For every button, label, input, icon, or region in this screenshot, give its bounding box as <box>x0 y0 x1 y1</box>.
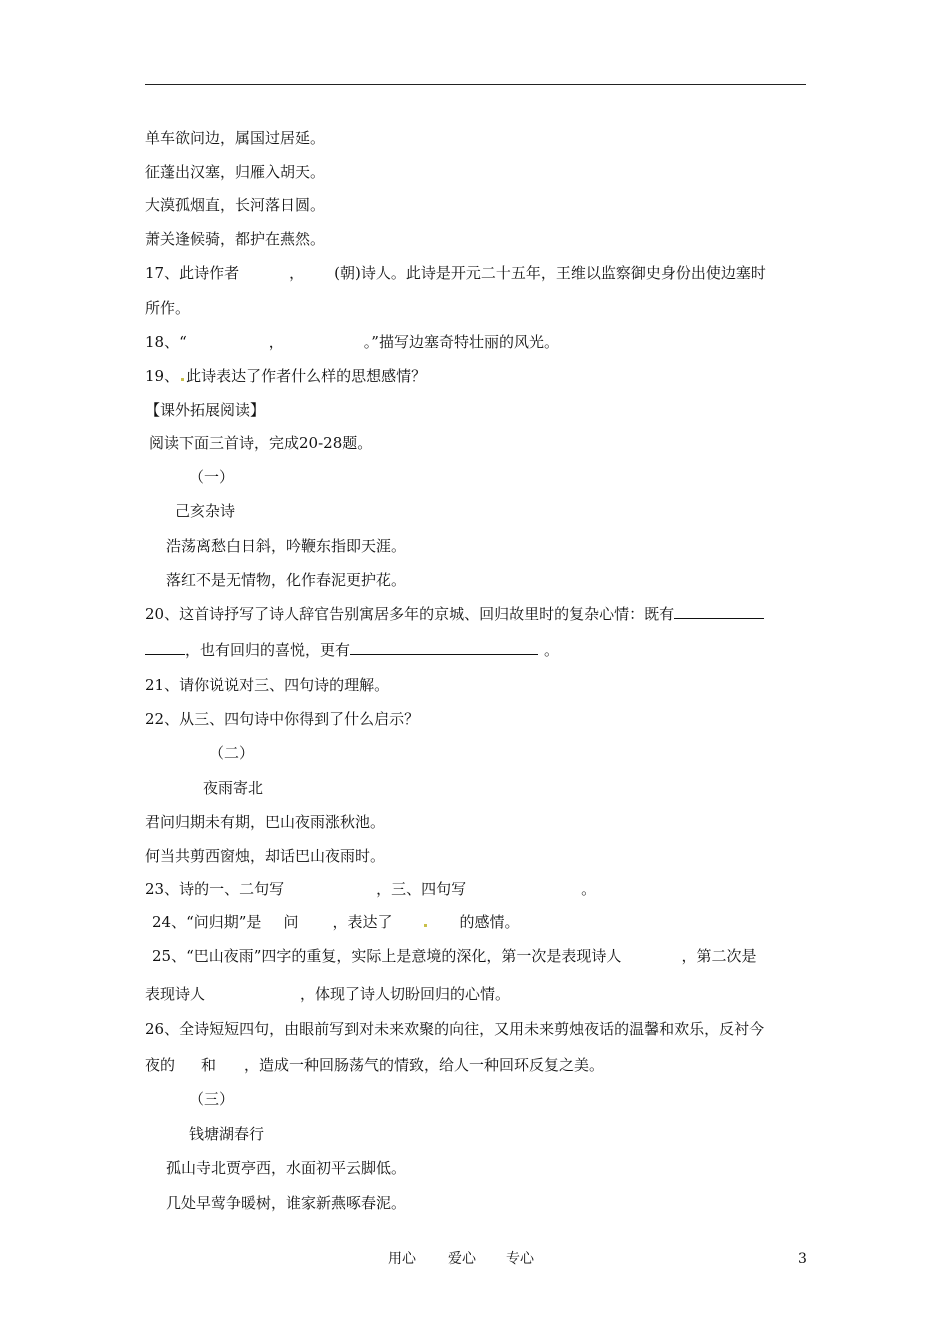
q25-text-d: ，体现了诗人切盼回归的心情。 <box>300 985 511 1003</box>
poem-line-1: 单车欲问边，属国过居延。 <box>145 129 326 147</box>
q25-text-a: 25、“巴山夜雨”四字的重复，实际上是意境的深化，第一次是表现诗人 <box>152 947 622 965</box>
question-22: 22、从三、四句诗中你得到了什么启示？ <box>145 710 420 728</box>
q24-text-d: 的感情。 <box>459 913 520 931</box>
poem-3-title: 钱塘湖春行 <box>189 1125 265 1143</box>
q26-text-d: ，造成一种回肠荡气的情致，给人一种回环反复之美。 <box>244 1056 605 1074</box>
poem-line-3: 大漠孤烟直，长河落日圆。 <box>145 196 326 214</box>
reading-instruction: 阅读下面三首诗，完成20-28题。 <box>149 434 373 452</box>
question-26: 26、全诗短短四句，由眼前写到对未来欢聚的向往，又用未来剪烛夜话的温馨和欢乐，反衬今 <box>145 1020 765 1038</box>
footer-right: 专心 <box>506 1251 534 1267</box>
q20-text-b: ，也有回归的喜悦，更有 <box>185 641 351 659</box>
poem-2-title: 夜雨寄北 <box>203 779 264 797</box>
section-3-marker: （三） <box>189 1090 235 1108</box>
q24-text-b: 问 <box>283 913 299 931</box>
question-21: 21、请你说说对三、四句诗的理解。 <box>145 676 390 694</box>
q19-number: 19、 <box>145 367 180 385</box>
poem-3-line-1: 孤山寺北贾亭西，水面初平云脚低。 <box>166 1159 407 1177</box>
section-1-marker: （一） <box>189 468 235 486</box>
question-19 <box>145 366 426 386</box>
poem-line-4: 萧关逢候骑，都护在燕然。 <box>145 230 326 248</box>
question-23 <box>145 879 596 899</box>
answer-blank[interactable] <box>145 640 185 655</box>
header-rule <box>145 84 806 85</box>
poem-1-title: 己亥杂诗 <box>175 502 236 520</box>
q23-text-a: 23、诗的一、二句写 <box>145 880 285 898</box>
q17-text-a: 17、此诗作者 <box>145 264 240 282</box>
q26-text-b: 夜的 <box>145 1056 176 1074</box>
q18-text-b: ， <box>268 333 284 351</box>
q25-text-b: ，第二次是 <box>681 947 757 965</box>
q17-text-c: (朝)诗人。此诗是开元二十五年，王维以监察御史身份出使边塞时 <box>334 264 766 282</box>
q25-text-c: 表现诗人 <box>145 985 206 1003</box>
q25-continuation <box>145 984 510 1004</box>
footer-middle: 爱心 <box>448 1251 476 1267</box>
q26-text-c: 和 <box>201 1056 217 1074</box>
poem-2-line-2: 何当共剪西窗烛，却话巴山夜雨时。 <box>145 847 386 865</box>
q19-text: 此诗表达了作者什么样的思想感情？ <box>186 367 427 385</box>
poem-1-line-1: 浩荡离愁白日斜，吟鞭东指即天涯。 <box>166 537 407 555</box>
poem-line-2: 征蓬出汉塞，归雁入胡天。 <box>145 163 326 181</box>
q23-text-b: ，三、四句写 <box>376 880 467 898</box>
question-17 <box>145 263 766 283</box>
q17-text-b: ， <box>289 264 305 282</box>
q26-continuation <box>145 1055 604 1075</box>
answer-blank[interactable] <box>350 640 538 655</box>
question-18 <box>145 332 559 352</box>
question-20 <box>145 604 764 624</box>
q24-text-a: 24、“问归期”是 <box>152 913 262 931</box>
poem-2-line-1: 君问归期未有期，巴山夜雨涨秋池。 <box>145 813 386 831</box>
margin-mark <box>424 924 427 927</box>
page-number: 3 <box>798 1251 807 1267</box>
footer-left: 用心 <box>388 1251 416 1267</box>
q24-text-c: ，表达了 <box>332 913 393 931</box>
q20-text-c: 。 <box>544 641 560 659</box>
section-2-marker: （二） <box>209 744 255 762</box>
q18-text-c: 。”描写边塞奇特壮丽的风光。 <box>363 333 559 351</box>
q17-continuation: 所作。 <box>145 299 191 317</box>
question-25 <box>152 946 756 966</box>
poem-1-line-2: 落红不是无情物，化作春泥更护花。 <box>166 571 407 589</box>
q20-text-a: 20、这首诗抒写了诗人辞官告别寓居多年的京城、回归故里时的复杂心情：既有 <box>145 605 675 623</box>
answer-blank[interactable] <box>674 604 764 619</box>
poem-3-line-2: 几处早莺争暖树，谁家新燕啄春泥。 <box>166 1194 407 1212</box>
extended-reading-heading: 【课外拓展阅读】 <box>145 401 266 419</box>
q18-text-a: 18、“ <box>145 333 187 351</box>
question-24 <box>152 912 519 932</box>
margin-mark <box>181 378 184 381</box>
q23-text-c: 。 <box>581 880 597 898</box>
q20-continuation <box>145 640 559 660</box>
